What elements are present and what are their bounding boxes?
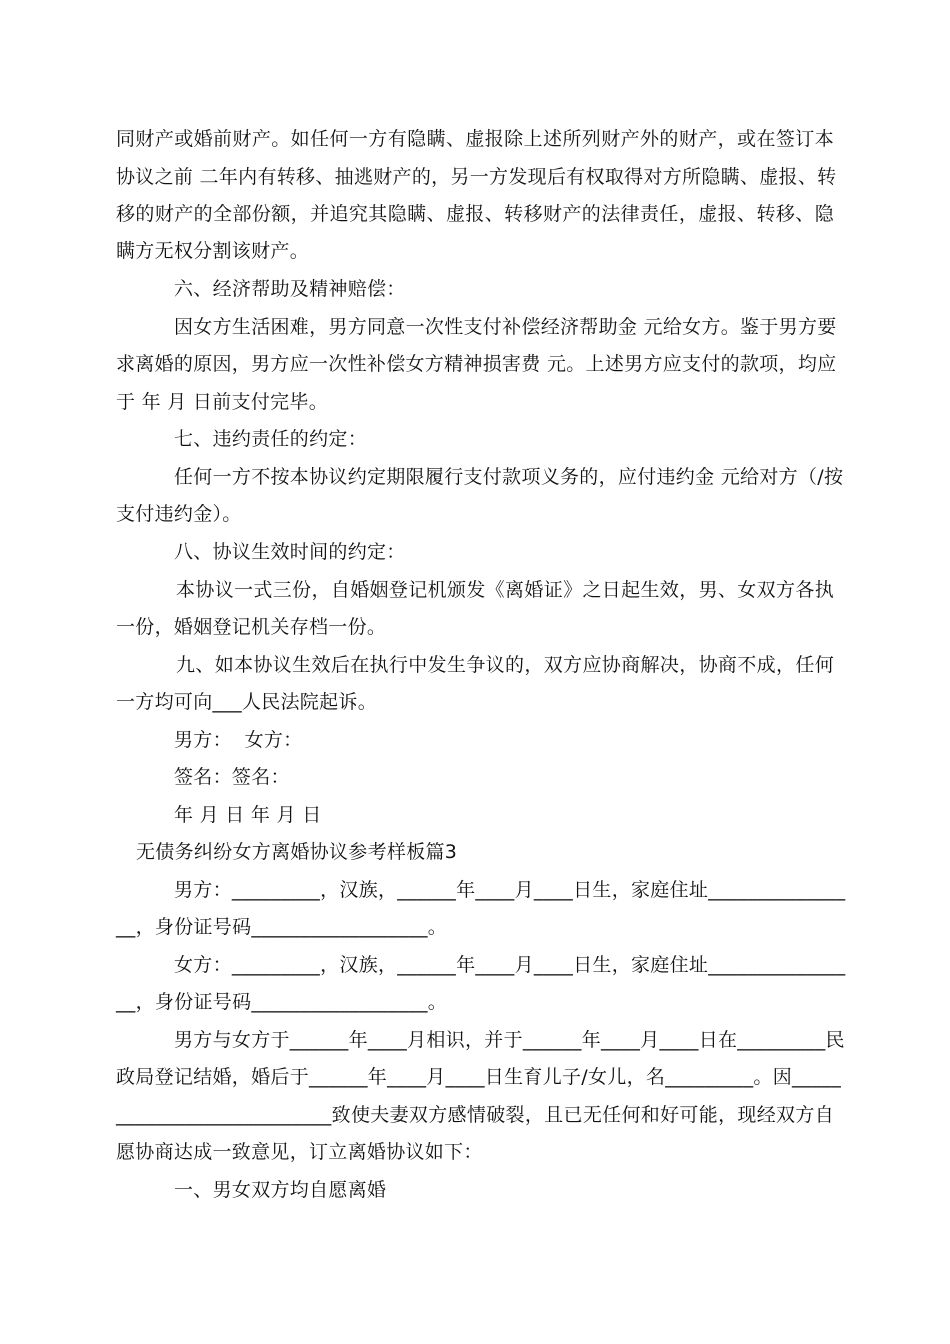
section-heading: 六、经济帮助及精神赔偿： xyxy=(174,278,406,300)
date-line: 年 月 日 年 月 日 xyxy=(174,804,322,826)
text-line: 愿协商达成一致意见，订立离婚协议如下： xyxy=(116,1141,483,1163)
text-line: 支付违约金）。 xyxy=(116,503,242,525)
document-title: 无债务纠纷女方离婚协议参考样板篇3 xyxy=(136,841,458,863)
form-line: ______________________致使夫妻双方感情破裂，且已无任何和好可能，现经双方自 xyxy=(116,1104,834,1126)
form-line: __，身份证号码__________________。 xyxy=(116,916,448,938)
section-heading: 一、男女双方均自愿离婚 xyxy=(174,1179,387,1201)
text-line: 协议之前 二年内有转移、抽逃财产的，另一方发现后有权取得对方所隐瞒、虚报、转 xyxy=(116,166,837,188)
text-line: 九、如本协议生效后在执行中发生争议的，双方应协商解决，协商不成，任何 xyxy=(176,654,834,676)
text-line: 移的财产的全部份额，并追究其隐瞒、虚报、转移财产的法律责任，虚报、转移、隐 xyxy=(116,203,834,225)
text-line: 本协议一式三份，自婚姻登记机颁发《离婚证》之日起生效，男、女双方各执 xyxy=(176,579,834,601)
text-line: 同财产或婚前财产。如任何一方有隐瞒、虚报除上述所列财产外的财产，或在签订本 xyxy=(116,128,834,150)
signature-party-line: 男方： 女方： xyxy=(174,729,303,751)
text-line: 一方均可向___人民法院起诉。 xyxy=(116,691,378,713)
form-line: __，身份证号码__________________。 xyxy=(116,991,448,1013)
form-line: 男方：_________，汉族，______年____月____日生，家庭住址______________ xyxy=(174,879,846,901)
text-line: 任何一方不按本协议约定期限履行支付款项义务的，应付违约金 元给对方（/按 xyxy=(174,466,844,488)
text-line: 因女方生活困难，男方同意一次性支付补偿经济帮助金 元给女方。鉴于男方要 xyxy=(174,316,837,338)
section-heading: 七、违约责任的约定： xyxy=(174,428,368,450)
text-line: 求离婚的原因，男方应一次性补偿女方精神损害费 元。上述男方应支付的款项，均应 xyxy=(116,353,837,375)
text-line: 一份，婚姻登记机关存档一份。 xyxy=(116,616,387,638)
form-line: 男方与女方于______年____月相识，并于______年____月____日在_________民 xyxy=(174,1029,845,1051)
form-line: 女方：_________，汉族，______年____月____日生，家庭住址______________ xyxy=(174,954,846,976)
text-line: 瞒方无权分割该财产。 xyxy=(116,240,310,262)
signature-line: 签名：签名： xyxy=(174,766,290,788)
form-line: 政局登记结婚，婚后于______年____月____日生育儿子/女儿，名_________。因_____ xyxy=(116,1066,842,1088)
text-line: 于 年 月 日前支付完毕。 xyxy=(116,391,329,413)
section-heading: 八、协议生效时间的约定： xyxy=(174,541,406,563)
